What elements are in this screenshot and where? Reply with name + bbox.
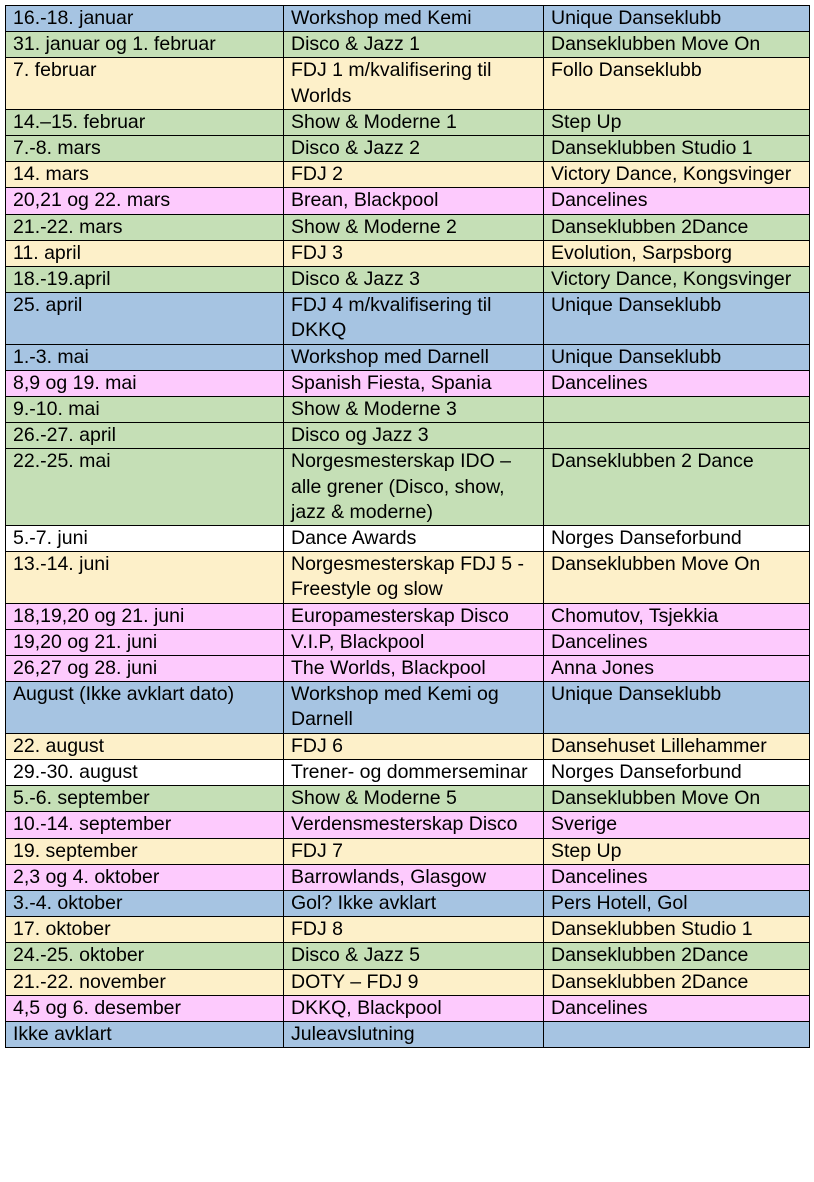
host-cell: [544, 1021, 810, 1047]
table-row: [6, 943, 810, 969]
date-cell: 21.-22. mars: [6, 214, 284, 240]
date-cell: 3.-4. oktober: [6, 890, 284, 916]
table-row: [6, 864, 810, 890]
event-cell: FDJ 4 m/kvalifisering til DKKQ: [284, 293, 544, 344]
table-row: [6, 423, 810, 449]
table-row: [6, 603, 810, 629]
date-cell: 26,27 og 28. juni: [6, 656, 284, 682]
table-row: [6, 759, 810, 785]
table-row: [6, 267, 810, 293]
date-cell: 1.-3. mai: [6, 344, 284, 370]
table-row: [6, 6, 810, 32]
event-cell: Trener- og dommerseminar: [284, 759, 544, 785]
host-cell: Evolution, Sarpsborg: [544, 240, 810, 266]
table-row: [6, 293, 810, 344]
date-cell: 4,5 og 6. desember: [6, 995, 284, 1021]
table-row: [6, 733, 810, 759]
event-cell: Dance Awards: [284, 526, 544, 552]
table-row: [6, 786, 810, 812]
host-cell: Victory Dance, Kongsvinger: [544, 162, 810, 188]
table-row: [6, 32, 810, 58]
table-row: [6, 1021, 810, 1047]
event-cell: Show & Moderne 1: [284, 109, 544, 135]
date-cell: 2,3 og 4. oktober: [6, 864, 284, 890]
table-row: [6, 917, 810, 943]
host-cell: [544, 423, 810, 449]
table-row: [6, 656, 810, 682]
host-cell: Danseklubben 2 Dance: [544, 449, 810, 526]
event-cell: Disco og Jazz 3: [284, 423, 544, 449]
date-cell: 18.-19.april: [6, 267, 284, 293]
table-row: [6, 188, 810, 214]
date-cell: 22.-25. mai: [6, 449, 284, 526]
event-cell: Verdensmesterskap Disco: [284, 812, 544, 838]
table-row: [6, 890, 810, 916]
event-cell: Show & Moderne 2: [284, 214, 544, 240]
date-cell: 20,21 og 22. mars: [6, 188, 284, 214]
host-cell: Danseklubben 2Dance: [544, 214, 810, 240]
event-cell: Barrowlands, Glasgow: [284, 864, 544, 890]
event-cell: FDJ 8: [284, 917, 544, 943]
table-row: [6, 240, 810, 266]
event-cell: FDJ 1 m/kvalifisering til Worlds: [284, 58, 544, 109]
table-row: [6, 629, 810, 655]
host-cell: Chomutov, Tsjekkia: [544, 603, 810, 629]
host-cell: Dancelines: [544, 370, 810, 396]
host-cell: Danseklubben Move On: [544, 552, 810, 603]
host-cell: Dansehuset Lillehammer: [544, 733, 810, 759]
event-cell: FDJ 6: [284, 733, 544, 759]
date-cell: 11. april: [6, 240, 284, 266]
table-row: [6, 214, 810, 240]
date-cell: 22. august: [6, 733, 284, 759]
event-cell: FDJ 3: [284, 240, 544, 266]
event-cell: The Worlds, Blackpool: [284, 656, 544, 682]
host-cell: Danseklubben Studio 1: [544, 917, 810, 943]
schedule-body: [6, 6, 810, 1048]
event-cell: Norgesmesterskap FDJ 5 - Freestyle og slow: [284, 552, 544, 603]
date-cell: 13.-14. juni: [6, 552, 284, 603]
table-row: [6, 344, 810, 370]
date-cell: 14. mars: [6, 162, 284, 188]
host-cell: Norges Danseforbund: [544, 759, 810, 785]
date-cell: 10.-14. september: [6, 812, 284, 838]
event-cell: Disco & Jazz 3: [284, 267, 544, 293]
event-cell: DKKQ, Blackpool: [284, 995, 544, 1021]
table-row: [6, 370, 810, 396]
table-row: [6, 58, 810, 109]
host-cell: Danseklubben 2Dance: [544, 943, 810, 969]
host-cell: Danseklubben Studio 1: [544, 136, 810, 162]
event-schedule-table: [5, 5, 810, 1048]
host-cell: Dancelines: [544, 995, 810, 1021]
date-cell: 8,9 og 19. mai: [6, 370, 284, 396]
table-row: [6, 449, 810, 526]
date-cell: 21.-22. november: [6, 969, 284, 995]
host-cell: Follo Danseklubb: [544, 58, 810, 109]
host-cell: Unique Danseklubb: [544, 6, 810, 32]
event-cell: V.I.P, Blackpool: [284, 629, 544, 655]
date-cell: 14.–15. februar: [6, 109, 284, 135]
host-cell: Unique Danseklubb: [544, 682, 810, 733]
event-cell: Disco & Jazz 2: [284, 136, 544, 162]
host-cell: Sverige: [544, 812, 810, 838]
event-cell: Workshop med Darnell: [284, 344, 544, 370]
host-cell: Unique Danseklubb: [544, 344, 810, 370]
date-cell: 25. april: [6, 293, 284, 344]
table-row: [6, 838, 810, 864]
table-row: [6, 136, 810, 162]
host-cell: Norges Danseforbund: [544, 526, 810, 552]
event-cell: Norgesmesterskap IDO – alle grener (Disco, show, jazz & moderne): [284, 449, 544, 526]
table-row: [6, 397, 810, 423]
host-cell: Danseklubben Move On: [544, 786, 810, 812]
host-cell: Anna Jones: [544, 656, 810, 682]
date-cell: 19. september: [6, 838, 284, 864]
event-cell: Juleavslutning: [284, 1021, 544, 1047]
table-row: [6, 682, 810, 733]
host-cell: [544, 397, 810, 423]
event-cell: Gol? Ikke avklart: [284, 890, 544, 916]
event-cell: Spanish Fiesta, Spania: [284, 370, 544, 396]
event-cell: Workshop med Kemi: [284, 6, 544, 32]
host-cell: Step Up: [544, 109, 810, 135]
table-row: [6, 995, 810, 1021]
host-cell: Dancelines: [544, 629, 810, 655]
date-cell: 29.-30. august: [6, 759, 284, 785]
event-cell: Workshop med Kemi og Darnell: [284, 682, 544, 733]
date-cell: August (Ikke avklart dato): [6, 682, 284, 733]
host-cell: Victory Dance, Kongsvinger: [544, 267, 810, 293]
host-cell: Unique Danseklubb: [544, 293, 810, 344]
table-row: [6, 526, 810, 552]
table-row: [6, 812, 810, 838]
event-cell: Brean, Blackpool: [284, 188, 544, 214]
host-cell: Pers Hotell, Gol: [544, 890, 810, 916]
event-cell: FDJ 7: [284, 838, 544, 864]
host-cell: Danseklubben Move On: [544, 32, 810, 58]
event-cell: DOTY – FDJ 9: [284, 969, 544, 995]
date-cell: 19,20 og 21. juni: [6, 629, 284, 655]
event-cell: FDJ 2: [284, 162, 544, 188]
date-cell: 9.-10. mai: [6, 397, 284, 423]
table-row: [6, 969, 810, 995]
date-cell: 26.-27. april: [6, 423, 284, 449]
date-cell: 31. januar og 1. februar: [6, 32, 284, 58]
date-cell: Ikke avklart: [6, 1021, 284, 1047]
host-cell: Danseklubben 2Dance: [544, 969, 810, 995]
date-cell: 7.-8. mars: [6, 136, 284, 162]
date-cell: 5.-6. september: [6, 786, 284, 812]
date-cell: 24.-25. oktober: [6, 943, 284, 969]
date-cell: 5.-7. juni: [6, 526, 284, 552]
host-cell: Dancelines: [544, 188, 810, 214]
table-row: [6, 552, 810, 603]
table-row: [6, 162, 810, 188]
event-cell: Disco & Jazz 5: [284, 943, 544, 969]
date-cell: 17. oktober: [6, 917, 284, 943]
event-cell: Europamesterskap Disco: [284, 603, 544, 629]
host-cell: Dancelines: [544, 864, 810, 890]
date-cell: 16.-18. januar: [6, 6, 284, 32]
date-cell: 18,19,20 og 21. juni: [6, 603, 284, 629]
host-cell: Step Up: [544, 838, 810, 864]
table-row: [6, 109, 810, 135]
event-cell: Show & Moderne 5: [284, 786, 544, 812]
event-cell: Disco & Jazz 1: [284, 32, 544, 58]
date-cell: 7. februar: [6, 58, 284, 109]
event-cell: Show & Moderne 3: [284, 397, 544, 423]
